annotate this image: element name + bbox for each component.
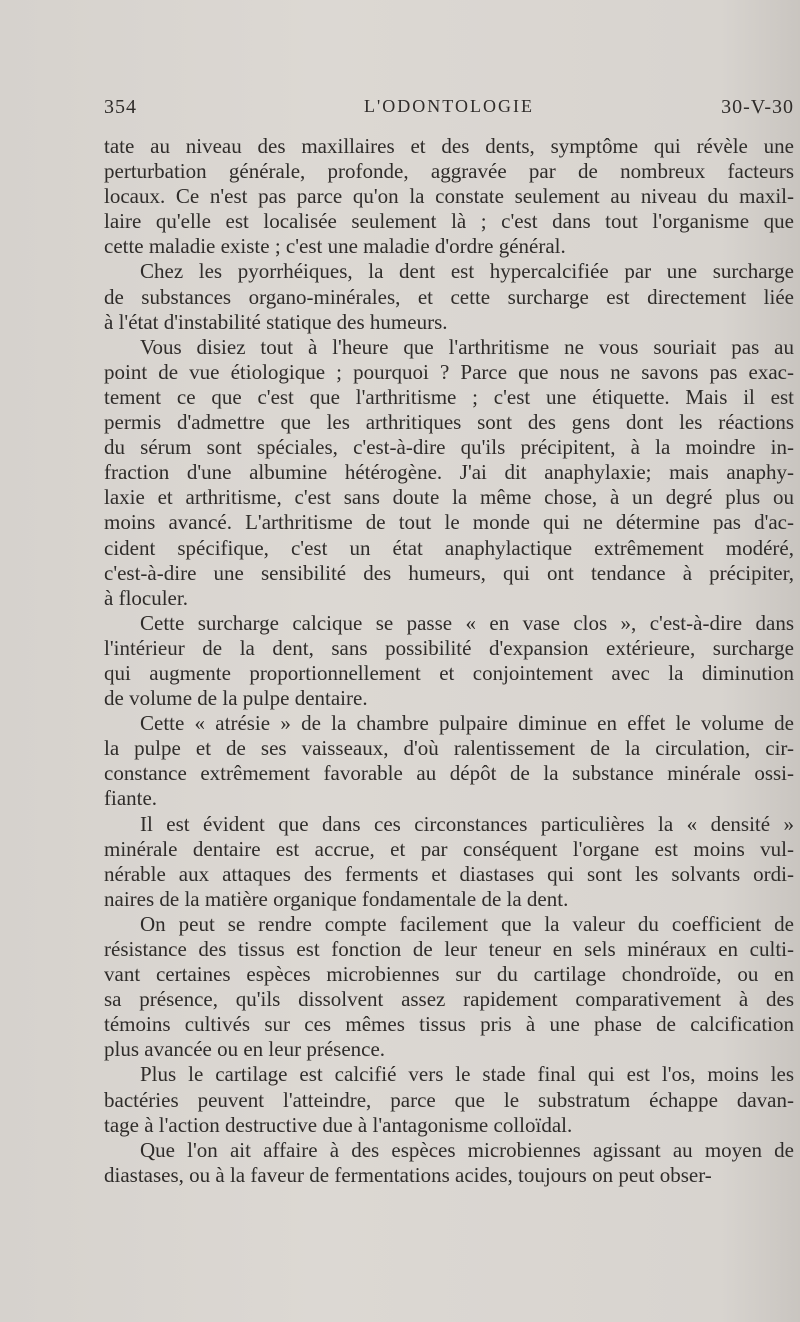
text-line: à floculer. (104, 585, 188, 610)
text-line: laxie et arthritisme, c'est sans doute la même chose, à un degré plus ou (104, 485, 794, 510)
text-line: naires de la matière organique fondamentale de la dent. (104, 886, 569, 911)
page-number: 354 (104, 96, 137, 118)
issue-date: 30-V-30 (721, 96, 794, 118)
text-line: à l'état d'instabilité statique des humeurs. (104, 309, 448, 334)
text-line: perturbation générale, profonde, aggravée par de nombreux facteurs (104, 159, 794, 184)
text-line: vant certaines espèces microbiennes sur du cartilage chondroïde, ou en (104, 962, 794, 987)
text-line: fiante. (104, 786, 158, 811)
text-line: Il est évident que dans ces circonstances particulières la « densité » (140, 811, 794, 836)
text-line: c'est-à-dire une sensibilité des humeurs, qui ont tendance à précipiter, (104, 560, 794, 585)
text-line: témoins cultivés sur ces mêmes tissus pris à une phase de calcification (104, 1012, 794, 1037)
text-line: minérale dentaire est accrue, et par conséquent l'organe est moins vul- (104, 836, 794, 861)
paragraph (104, 912, 794, 1063)
text-line: plus avancée ou en leur présence. (104, 1037, 386, 1062)
text-line: bactéries peuvent l'atteindre, parce que le substratum échappe davan- (104, 1087, 794, 1112)
text-line: permis d'admettre que les arthritiques sont des gens dont les réactions (104, 410, 794, 435)
text-line: moins avancé. L'arthritisme de tout le monde qui ne détermine pas d'ac- (104, 510, 794, 535)
text-line: Que l'on ait affaire à des espèces microbiennes agissant au moyen de (140, 1137, 794, 1162)
text-line: constance extrêmement favorable au dépôt de la substance minérale ossi- (104, 761, 794, 786)
paragraph (104, 259, 794, 334)
paragraph (104, 812, 794, 912)
text-line: Plus le cartilage est calcifié vers le stade final qui est l'os, moins les (140, 1062, 794, 1087)
paragraph (104, 1062, 794, 1137)
text-line: locaux. Ce n'est pas parce qu'on la constate seulement au niveau du maxil- (104, 184, 794, 209)
paragraph (104, 711, 794, 811)
text-line: de volume de la pulpe dentaire. (104, 686, 368, 711)
text-line: tage à l'action destructive due à l'antagonisme colloïdal. (104, 1112, 573, 1137)
text-line: diastases, ou à la faveur de fermentations acides, toujours on peut obser- (104, 1162, 712, 1187)
text-line: tement ce que c'est que l'arthritisme ; c'est une étiquette. Mais il est (104, 384, 794, 409)
text-line: la pulpe et de ses vaisseaux, d'où ralentissement de la circulation, cir- (104, 736, 794, 761)
text-line: sa présence, qu'ils dissolvent assez rapidement comparativement à des (104, 987, 794, 1012)
text-line: cident spécifique, c'est un état anaphylactique extrêmement modéré, (104, 535, 794, 560)
paragraph (104, 335, 794, 611)
text-line: Cette « atrésie » de la chambre pulpaire diminue en effet le volume de (140, 711, 794, 736)
text-line: du sérum sont spéciales, c'est-à-dire qu'ils précipitent, à la moindre in- (104, 435, 794, 460)
text-line: On peut se rendre compte facilement que la valeur du coefficient de (140, 911, 794, 936)
paragraph (104, 1138, 794, 1188)
text-line: Chez les pyorrhéiques, la dent est hypercalcifiée par une surcharge (140, 259, 794, 284)
text-line: Vous disiez tout à l'heure que l'arthritisme ne vous souriait pas au (140, 334, 794, 359)
text-line: cette maladie existe ; c'est une maladie d'ordre général. (104, 234, 566, 259)
text-line: l'intérieur de la dent, sans possibilité d'expansion extérieure, surcharge (104, 635, 794, 660)
text-line: point de vue étiologique ; pourquoi ? Parce que nous ne savons pas exac- (104, 359, 794, 384)
journal-title: L'ODONTOLOGIE (364, 96, 534, 116)
body-text (104, 134, 794, 1188)
paragraph (104, 611, 794, 711)
text-line: nérable aux attaques des ferments et diastases qui sont les solvants ordi- (104, 861, 794, 886)
paragraph (104, 134, 794, 259)
text-line: Cette surcharge calcique se passe « en vase clos », c'est-à-dire dans (140, 610, 794, 635)
text-line: résistance des tissus est fonction de leur teneur en sels minéraux en culti- (104, 937, 794, 961)
text-line: tate au niveau des maxillaires et des dents, symptôme qui révèle une (104, 134, 794, 158)
text-line: de substances organo-minérales, et cette surcharge est directement liée (104, 284, 794, 309)
text-line: qui augmente proportionnellement et conjointement avec la diminution (104, 660, 794, 685)
running-header (104, 96, 794, 126)
text-line: fraction d'une albumine hétérogène. J'ai dit anaphylaxie; mais anaphy- (104, 460, 794, 485)
text-line: laire qu'elle est localisée seulement là ; c'est dans tout l'organisme que (104, 209, 794, 234)
